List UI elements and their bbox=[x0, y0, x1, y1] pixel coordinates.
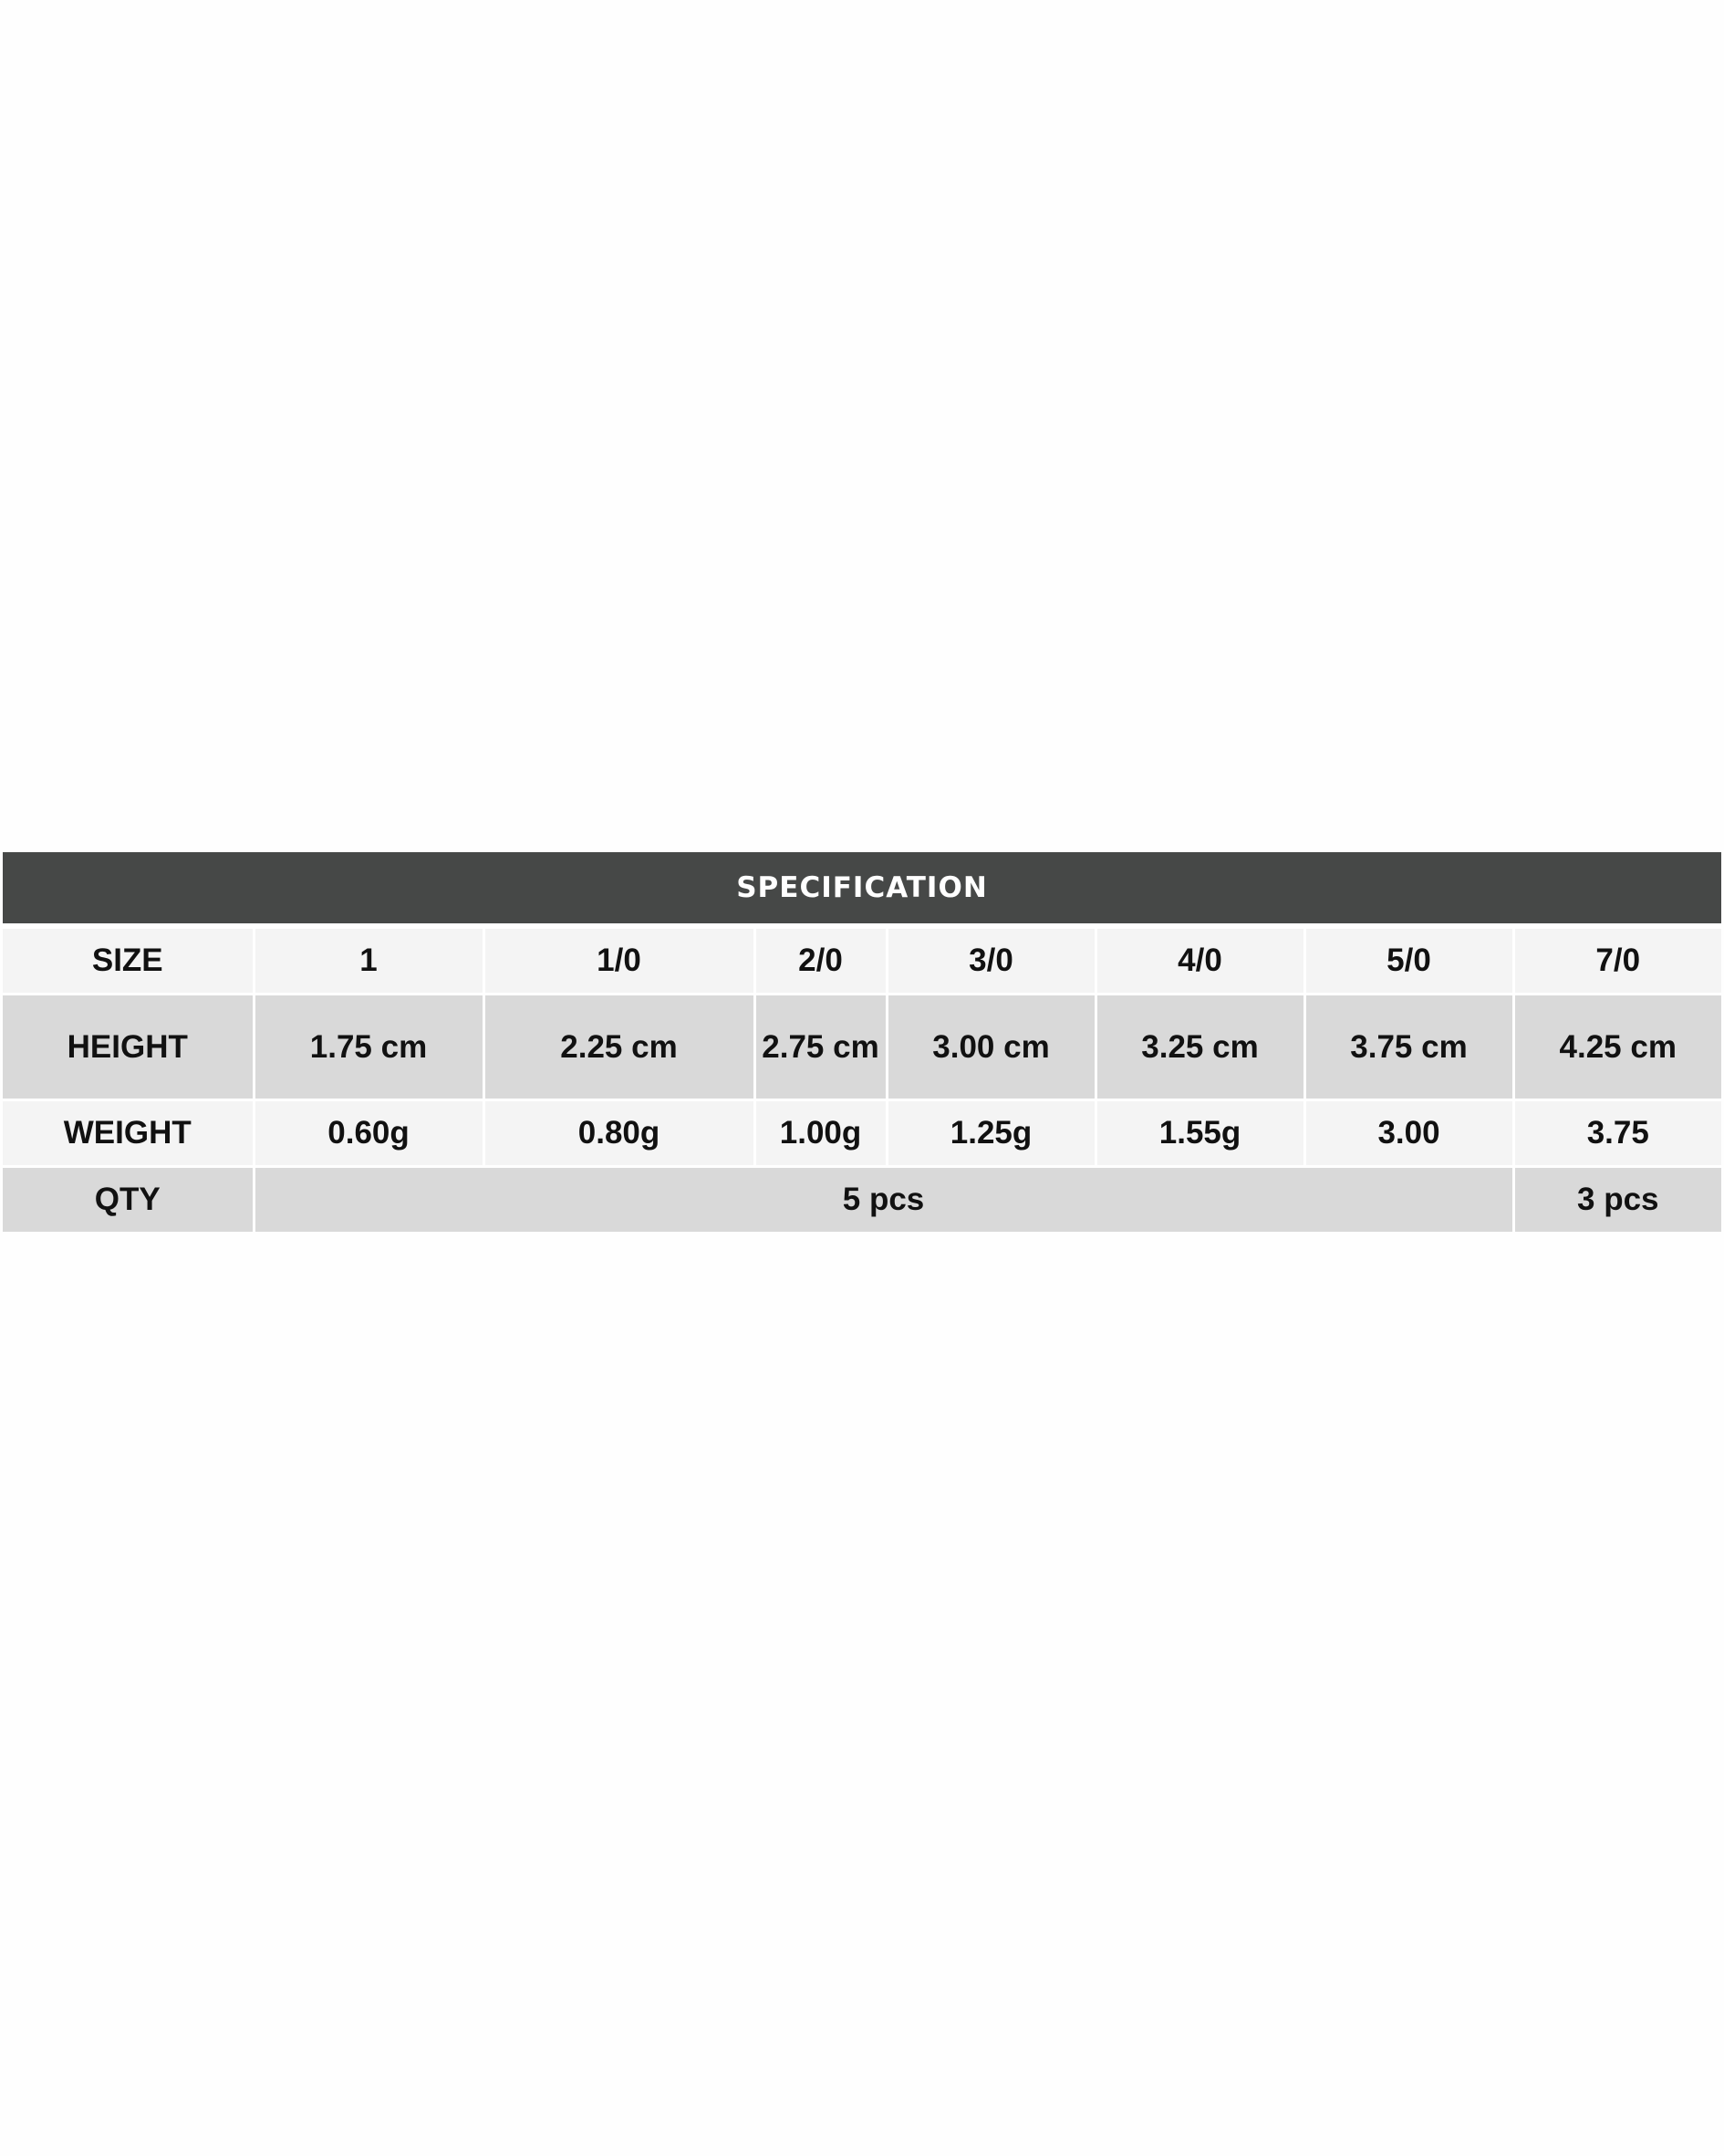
size-cell: 1/0 bbox=[483, 928, 754, 995]
height-cell: 4.25 cm bbox=[1513, 995, 1721, 1100]
weight-label: WEIGHT bbox=[3, 1100, 254, 1167]
size-cell: 7/0 bbox=[1513, 928, 1721, 995]
height-cell: 1.75 cm bbox=[254, 995, 483, 1100]
weight-row bbox=[3, 1100, 1721, 1167]
weight-cell: 3.00 bbox=[1304, 1100, 1513, 1167]
qty-row bbox=[3, 1167, 1721, 1233]
specification-table bbox=[3, 852, 1721, 1232]
qty-cell: 3 pcs bbox=[1513, 1167, 1721, 1233]
spec-title: SPECIFICATION bbox=[3, 852, 1721, 926]
weight-cell: 0.80g bbox=[483, 1100, 754, 1167]
qty-cell-merged: 5 pcs bbox=[254, 1167, 1513, 1233]
size-cell: 4/0 bbox=[1096, 928, 1304, 995]
size-cell: 5/0 bbox=[1304, 928, 1513, 995]
height-row bbox=[3, 995, 1721, 1100]
height-cell: 3.25 cm bbox=[1096, 995, 1304, 1100]
size-cell: 3/0 bbox=[887, 928, 1096, 995]
weight-cell: 1.55g bbox=[1096, 1100, 1304, 1167]
height-label: HEIGHT bbox=[3, 995, 254, 1100]
weight-cell: 0.60g bbox=[254, 1100, 483, 1167]
size-cell: 2/0 bbox=[754, 928, 887, 995]
size-label: SIZE bbox=[3, 928, 254, 995]
height-cell: 3.75 cm bbox=[1304, 995, 1513, 1100]
weight-cell: 1.25g bbox=[887, 1100, 1096, 1167]
spec-grid bbox=[3, 926, 1721, 1232]
height-cell: 2.75 cm bbox=[754, 995, 887, 1100]
height-cell: 3.00 cm bbox=[887, 995, 1096, 1100]
size-row bbox=[3, 928, 1721, 995]
weight-cell: 3.75 bbox=[1513, 1100, 1721, 1167]
weight-cell: 1.00g bbox=[754, 1100, 887, 1167]
qty-label: QTY bbox=[3, 1167, 254, 1233]
height-cell: 2.25 cm bbox=[483, 995, 754, 1100]
size-cell: 1 bbox=[254, 928, 483, 995]
